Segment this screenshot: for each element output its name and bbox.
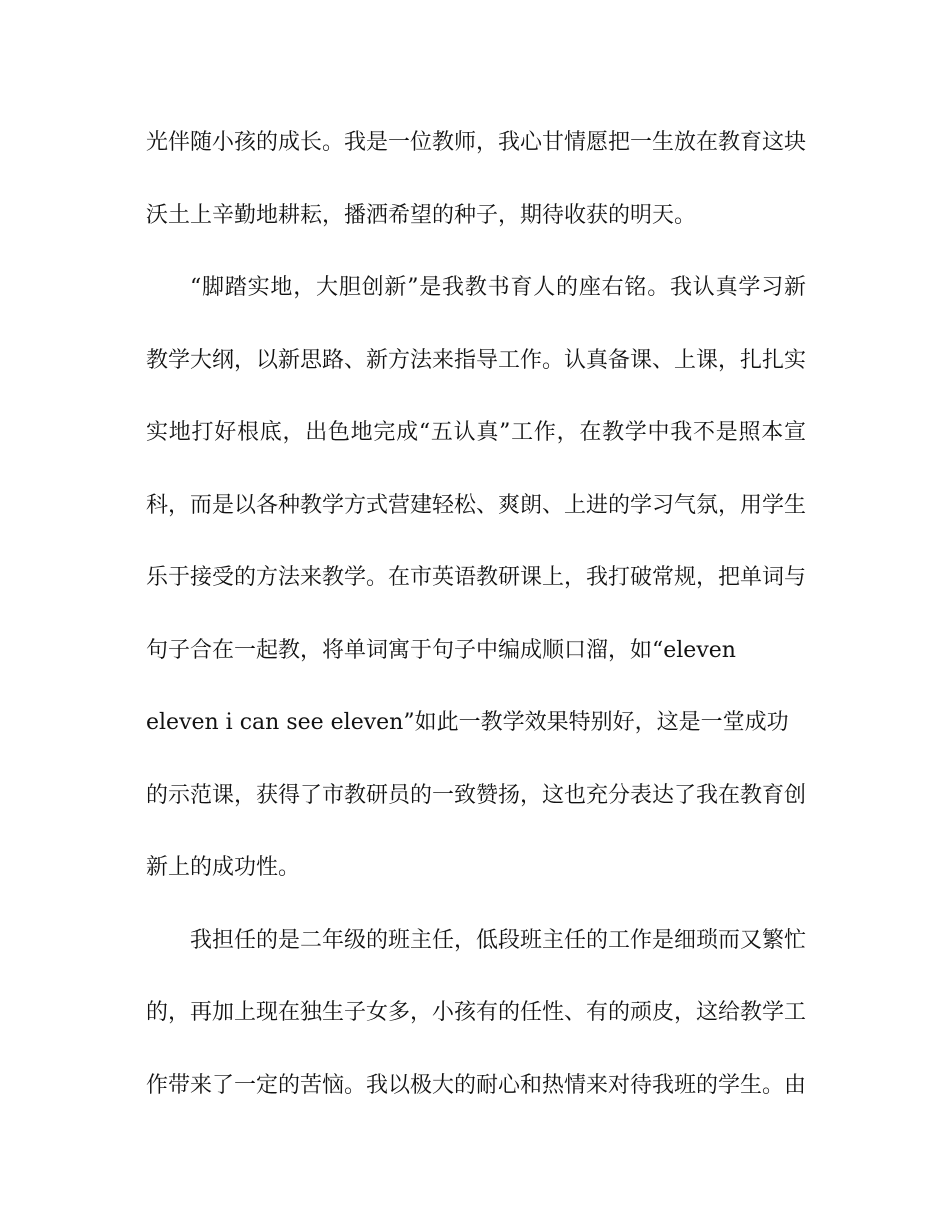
text-line-6: 科，而是以各种教学方式营建轻松、爽朗、上进的学习气氛，用学生	[146, 493, 806, 518]
text-line-8: 句子合在一起教，将单词寓于句子中编成顺口溜，如“eleven	[146, 638, 736, 663]
text-line-10: 的示范课，获得了市教研员的一致赞扬，这也充分表达了我在教育创	[146, 783, 806, 808]
text-line-1: 光伴随小孩的成长。我是一位教师，我心甘情愿把一生放在教育这块	[146, 130, 806, 155]
text-line-3: “脚踏实地，大胆创新”是我教书育人的座右铭。我认真学习新	[190, 275, 806, 300]
text-line-4: 教学大纲，以新思路、新方法来指导工作。认真备课、上课，扎扎实	[146, 348, 806, 373]
text-line-2: 沃土上辛勤地耕耘，播洒希望的种子，期待收获的明天。	[146, 203, 697, 228]
text-line-5: 实地打好根底，出色地完成“五认真”工作，在教学中我不是照本宣	[146, 420, 806, 445]
text-line-13: 的，再加上现在独生子女多，小孩有的任性、有的顽皮，这给教学工	[146, 1000, 806, 1025]
text-line-14: 作带来了一定的苦恼。我以极大的耐心和热情来对待我班的学生。由	[146, 1073, 806, 1098]
text-line-9: eleven i can see eleven”如此一教学效果特别好，这是一堂成功	[146, 710, 789, 735]
text-line-12: 我担任的是二年级的班主任，低段班主任的工作是细琐而又繁忙	[190, 928, 806, 953]
text-line-7: 乐于接受的方法来教学。在市英语教研课上，我打破常规，把单词与	[146, 565, 806, 590]
text-line-11: 新上的成功性。	[146, 855, 301, 880]
